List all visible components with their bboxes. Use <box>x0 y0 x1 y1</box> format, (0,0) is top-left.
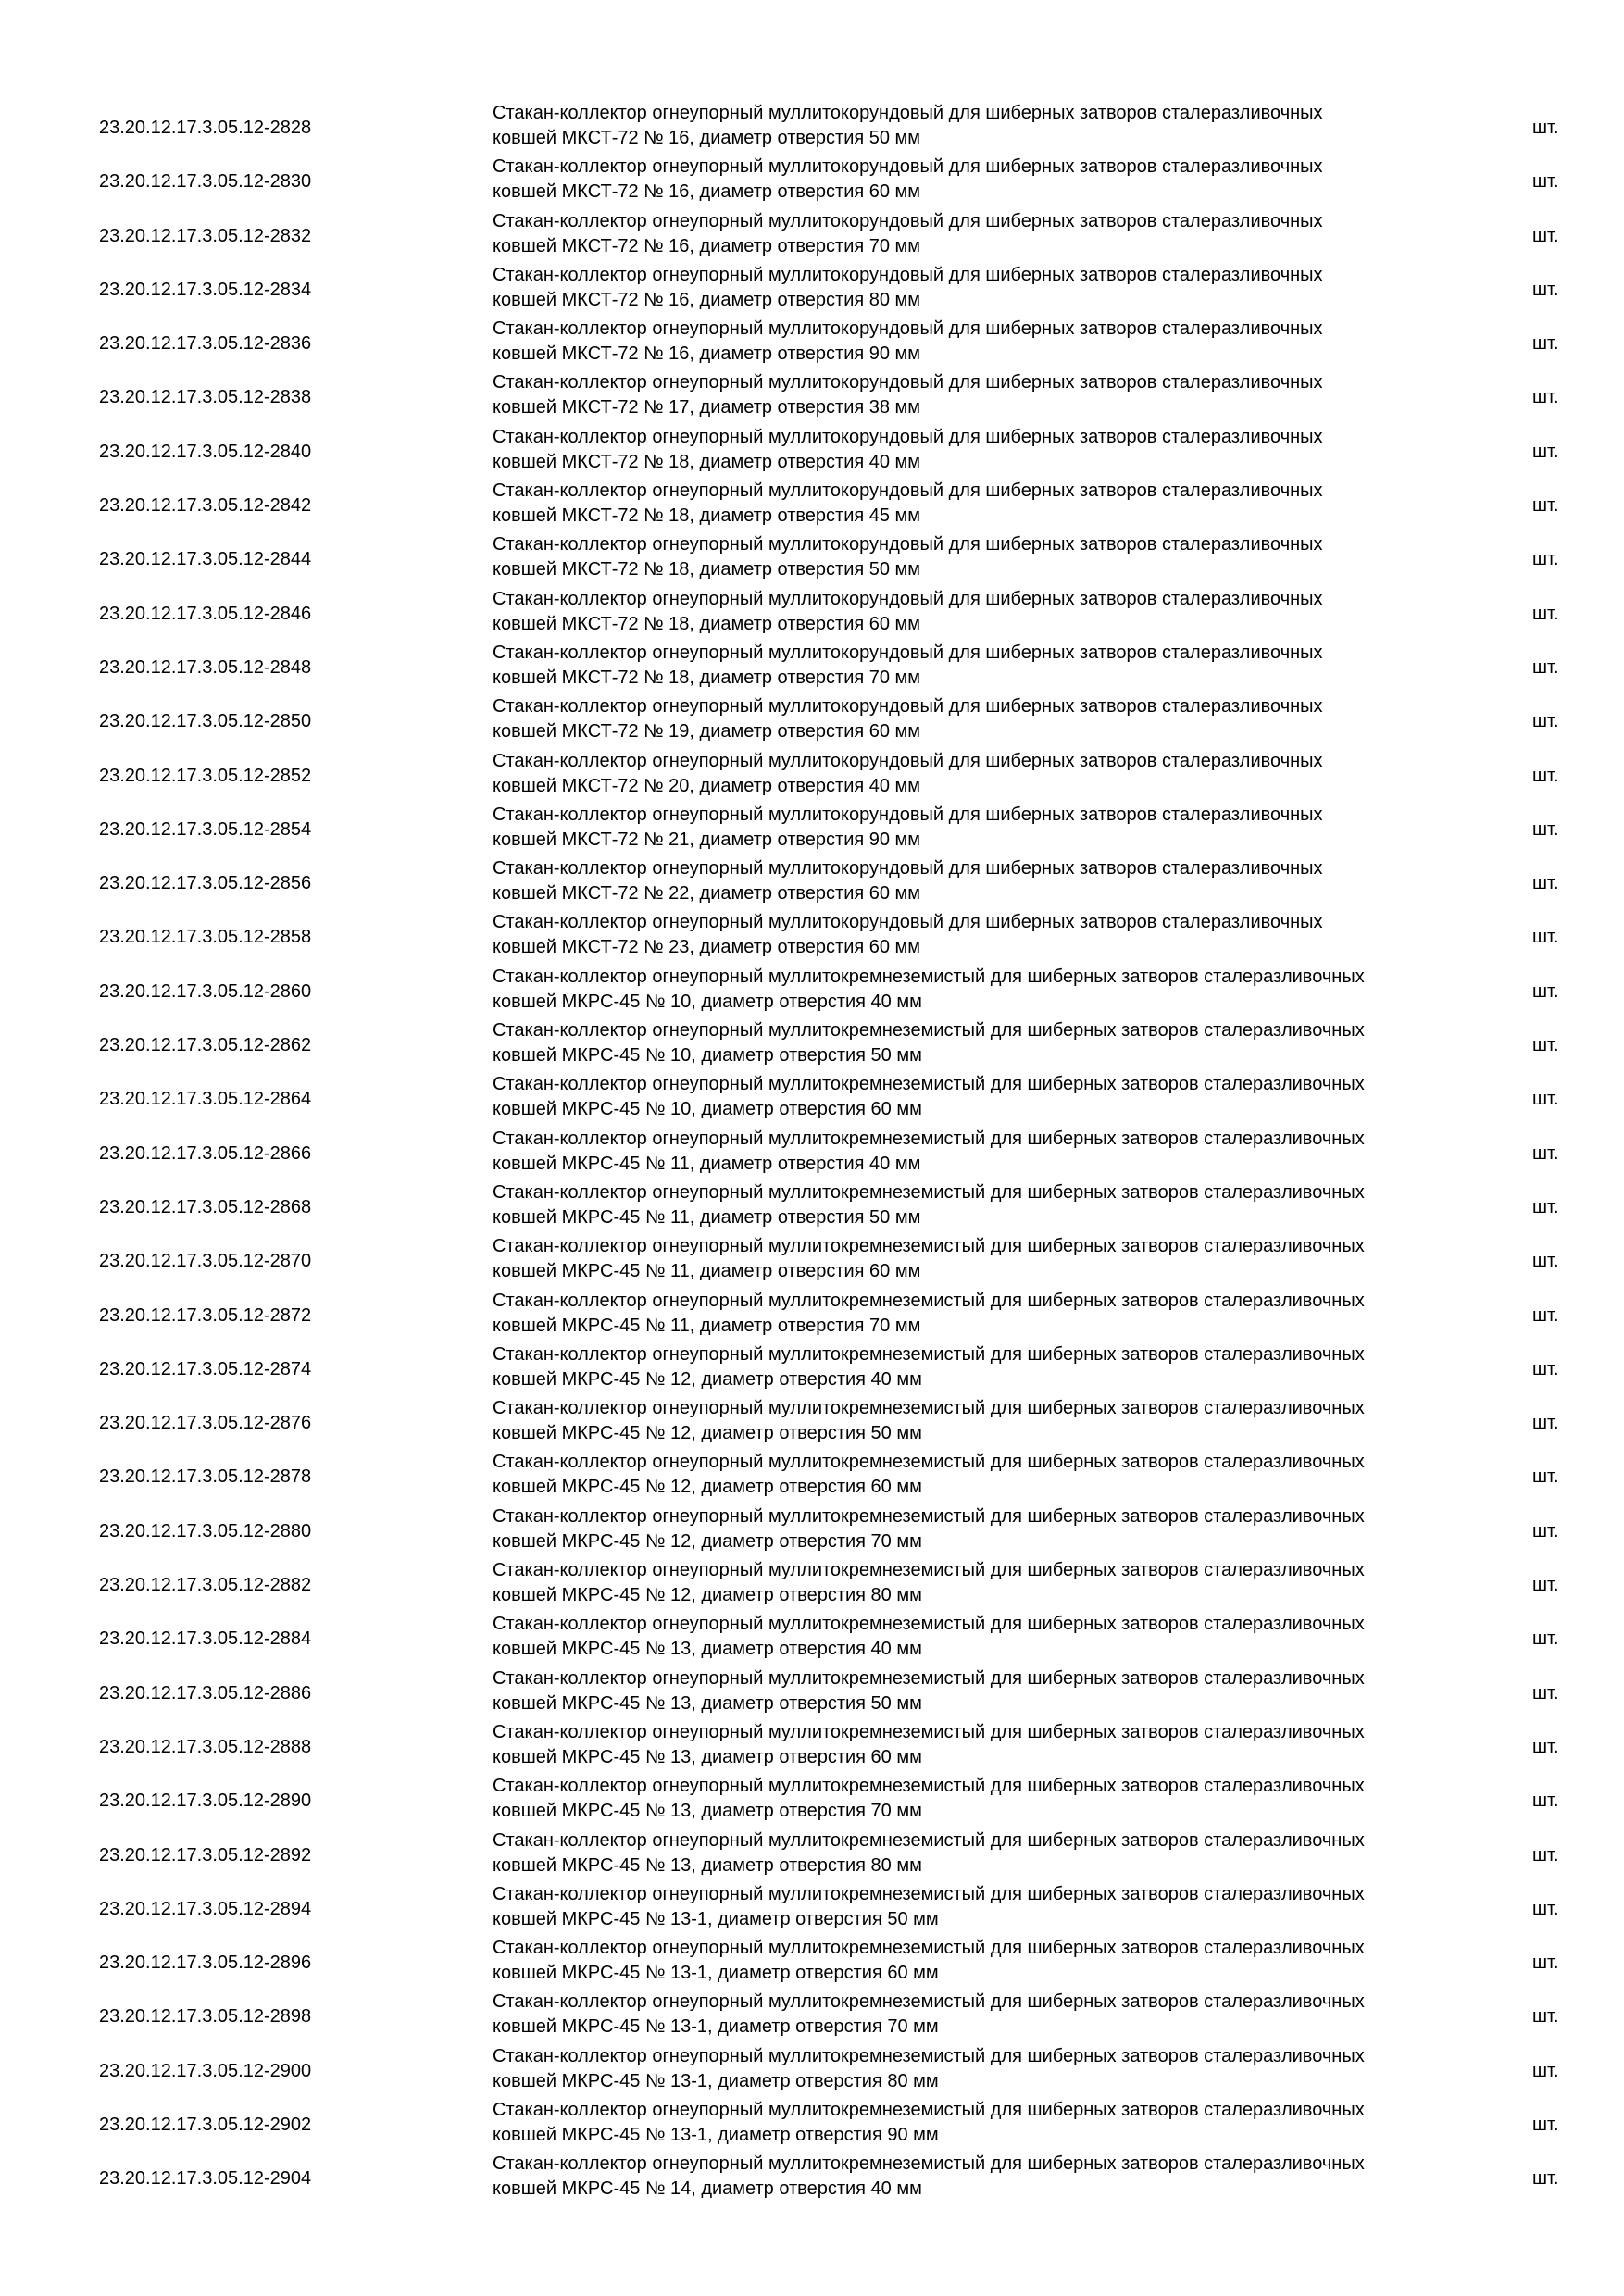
resource-description <box>493 209 1493 259</box>
table-row <box>0 208 1624 262</box>
resource-description <box>493 1234 1493 1284</box>
resource-description <box>493 1666 1493 1716</box>
description-line-2: ковшей МКСТ-72 № 18, диаметр отверстия 45 мм <box>493 505 921 527</box>
resource-description <box>493 749 1493 799</box>
resource-code: 23.20.12.17.3.05.12-2880 <box>99 1520 312 1541</box>
resource-description <box>493 2044 1493 2094</box>
description-line-2: ковшей МКСТ-72 № 16, диаметр отверстия 80 мм <box>493 289 921 310</box>
table-row <box>0 1395 1624 1449</box>
unit-of-measure: шт. <box>1532 1682 1559 1703</box>
unit-of-measure: шт. <box>1532 603 1559 624</box>
resource-description <box>493 694 1493 744</box>
unit-of-measure: шт. <box>1532 441 1559 462</box>
description-line-2: ковшей МКСТ-72 № 19, диаметр отверстия 60 мм <box>493 721 921 742</box>
description-line-2: ковшей МКСТ-72 № 23, диаметр отверстия 60 мм <box>493 937 921 958</box>
description-line-2: ковшей МКСТ-72 № 18, диаметр отверстия 40 мм <box>493 451 921 472</box>
description-line-1: Стакан-коллектор огнеупорный муллитокорундовый для шиберных затворов сталеразливочных <box>493 318 1323 340</box>
resource-description <box>493 1396 1493 1446</box>
resource-description <box>493 425 1493 475</box>
resource-code: 23.20.12.17.3.05.12-2862 <box>99 1035 312 1056</box>
description-line-2: ковшей МКРС-45 № 13-1, диаметр отверстия 60 мм <box>493 1963 939 1984</box>
table-row <box>0 424 1624 478</box>
description-line-2: ковшей МКСТ-72 № 16, диаметр отверстия 60 мм <box>493 181 921 203</box>
resource-description <box>493 317 1493 367</box>
description-line-2: ковшей МКРС-45 № 12, диаметр отверстия 50 мм <box>493 1423 922 1444</box>
table-row <box>0 1504 1624 1557</box>
resource-description <box>493 101 1493 151</box>
resource-code: 23.20.12.17.3.05.12-2886 <box>99 1682 312 1703</box>
table-row <box>0 640 1624 693</box>
description-line-1: Стакан-коллектор огнеупорный муллитокремнеземистый для шиберных затворов сталеразливочных <box>493 1829 1365 1851</box>
unit-of-measure: шт. <box>1532 1953 1559 1974</box>
description-line-2: ковшей МКСТ-72 № 22, диаметр отверстия 60 мм <box>493 883 921 905</box>
resource-code: 23.20.12.17.3.05.12-2898 <box>99 2006 312 2028</box>
description-line-2: ковшей МКРС-45 № 11, диаметр отверстия 50 мм <box>493 1206 921 1228</box>
resource-description <box>493 1882 1493 1932</box>
resource-code: 23.20.12.17.3.05.12-2868 <box>99 1196 312 1217</box>
resource-description <box>493 910 1493 960</box>
resource-description <box>493 803 1493 853</box>
table-row <box>0 478 1624 531</box>
table-row <box>0 2097 1624 2151</box>
unit-of-measure: шт. <box>1532 1413 1559 1434</box>
resource-code: 23.20.12.17.3.05.12-2876 <box>99 1413 312 1434</box>
unit-of-measure: шт. <box>1532 1358 1559 1379</box>
table-row <box>0 1449 1624 1503</box>
description-line-2: ковшей МКРС-45 № 13-1, диаметр отверстия 70 мм <box>493 2016 939 2038</box>
table-row <box>0 1666 1624 1719</box>
description-line-2: ковшей МКРС-45 № 12, диаметр отверстия 40 мм <box>493 1368 922 1390</box>
description-line-1: Стакан-коллектор огнеупорный муллитокремнеземистый для шиберных затворов сталеразливочных <box>493 1290 1365 1311</box>
resource-code: 23.20.12.17.3.05.12-2860 <box>99 980 312 1002</box>
resource-code: 23.20.12.17.3.05.12-2858 <box>99 927 312 948</box>
description-line-2: ковшей МКСТ-72 № 16, диаметр отверстия 50 мм <box>493 128 921 148</box>
unit-of-measure: шт. <box>1532 171 1559 193</box>
description-line-2: ковшей МКСТ-72 № 18, диаметр отверстия 50 мм <box>493 559 921 580</box>
unit-of-measure: шт. <box>1532 1251 1559 1272</box>
description-line-2: ковшей МКРС-45 № 13, диаметр отверстия 50 мм <box>493 1692 922 1714</box>
description-line-1: Стакан-коллектор огнеупорный муллитокремнеземистый для шиберных затворов сталеразливочных <box>493 1614 1365 1635</box>
description-line-1: Стакан-коллектор огнеупорный муллитокремнеземистый для шиберных затворов сталеразливочных <box>493 1452 1365 1473</box>
resource-description <box>493 1072 1493 1122</box>
table-row <box>0 586 1624 640</box>
resource-description <box>493 1018 1493 1068</box>
resource-code: 23.20.12.17.3.05.12-2830 <box>99 171 312 193</box>
resource-code: 23.20.12.17.3.05.12-2894 <box>99 1898 312 1919</box>
unit-of-measure: шт. <box>1532 711 1559 732</box>
description-line-1: Стакан-коллектор огнеупорный муллитокремнеземистый для шиберных затворов сталеразливочных <box>493 1398 1365 1419</box>
description-line-1: Стакан-коллектор огнеупорный муллитокремнеземистый для шиберных затворов сталеразливочных <box>493 2099 1365 2120</box>
unit-of-measure: шт. <box>1532 1089 1559 1110</box>
table-row <box>0 1989 1624 2042</box>
resource-code: 23.20.12.17.3.05.12-2892 <box>99 1844 312 1866</box>
resource-code: 23.20.12.17.3.05.12-2850 <box>99 711 312 732</box>
description-line-1: Стакан-коллектор огнеупорный муллитокорундовый для шиберных затворов сталеразливочных <box>493 103 1323 123</box>
resource-code: 23.20.12.17.3.05.12-2864 <box>99 1089 312 1110</box>
resource-description <box>493 1720 1493 1770</box>
resource-code: 23.20.12.17.3.05.12-2902 <box>99 2114 312 2135</box>
resource-description <box>493 965 1493 1015</box>
description-line-1: Стакан-коллектор огнеупорный муллитокремнеземистый для шиберных затворов сталеразливочных <box>493 1776 1365 1797</box>
description-line-2: ковшей МКРС-45 № 13-1, диаметр отверстия 90 мм <box>493 2124 939 2145</box>
table-row <box>0 2043 1624 2097</box>
resource-description <box>493 155 1493 205</box>
resource-code: 23.20.12.17.3.05.12-2884 <box>99 1628 312 1650</box>
resource-code: 23.20.12.17.3.05.12-2836 <box>99 333 312 355</box>
table-row <box>0 1881 1624 1935</box>
description-line-2: ковшей МКРС-45 № 14, диаметр отверстия 40 мм <box>493 2178 922 2200</box>
resource-code: 23.20.12.17.3.05.12-2828 <box>99 118 312 138</box>
description-line-2: ковшей МКРС-45 № 10, диаметр отверстия 60 мм <box>493 1099 922 1120</box>
description-line-2: ковшей МКРС-45 № 13, диаметр отверстия 60 мм <box>493 1746 922 1767</box>
unit-of-measure: шт. <box>1532 1304 1559 1326</box>
table-row <box>0 693 1624 747</box>
resource-code: 23.20.12.17.3.05.12-2840 <box>99 441 312 462</box>
table-row <box>0 1017 1624 1071</box>
resource-description <box>493 1990 1493 2040</box>
description-line-2: ковшей МКСТ-72 № 17, диаметр отверстия 38 мм <box>493 397 921 418</box>
unit-of-measure: шт. <box>1532 495 1559 517</box>
unit-of-measure: шт. <box>1532 2060 1559 2081</box>
resource-code: 23.20.12.17.3.05.12-2878 <box>99 1466 312 1488</box>
unit-of-measure: шт. <box>1532 980 1559 1002</box>
table-row <box>0 964 1624 1017</box>
description-line-1: Стакан-коллектор огнеупорный муллитокорундовый для шиберных затворов сталеразливочных <box>493 804 1323 825</box>
table-row <box>0 1773 1624 1827</box>
table-row <box>0 1341 1624 1395</box>
table-row <box>0 1126 1624 1179</box>
description-line-1: Стакан-коллектор огнеупорный муллитокремнеземистый для шиберных затворов сталеразливочных <box>493 966 1365 987</box>
description-line-1: Стакан-коллектор огнеупорный муллитокремнеземистый для шиберных затворов сталеразливочных <box>493 1236 1365 1257</box>
unit-of-measure: шт. <box>1532 927 1559 948</box>
table-row <box>0 100 1624 154</box>
resource-code: 23.20.12.17.3.05.12-2846 <box>99 603 312 624</box>
table-row <box>0 748 1624 802</box>
description-line-1: Стакан-коллектор огнеупорный муллитокорундовый для шиберных затворов сталеразливочных <box>493 858 1323 880</box>
description-line-1: Стакан-коллектор огнеупорный муллитокремнеземистый для шиберных затворов сталеразливочных <box>493 1991 1365 2013</box>
description-line-1: Стакан-коллектор огнеупорный муллитокремнеземистый для шиберных затворов сталеразливочных <box>493 1505 1365 1527</box>
resource-description <box>493 1936 1493 1986</box>
description-line-1: Стакан-коллектор огнеупорный муллитокорундовый для шиберных затворов сталеразливочных <box>493 912 1323 933</box>
table-row <box>0 802 1624 855</box>
unit-of-measure: шт. <box>1532 1898 1559 1919</box>
description-line-1: Стакан-коллектор огнеупорный муллитокорундовый для шиберных затворов сталеразливочных <box>493 696 1323 718</box>
description-line-1: Стакан-коллектор огнеупорный муллитокремнеземистый для шиберных затворов сталеразливочных <box>493 1128 1365 1149</box>
description-line-2: ковшей МКРС-45 № 11, диаметр отверстия 60 мм <box>493 1261 921 1282</box>
description-line-1: Стакан-коллектор огнеупорный муллитокорундовый для шиберных затворов сталеразливочных <box>493 588 1323 609</box>
resource-code: 23.20.12.17.3.05.12-2866 <box>99 1142 312 1164</box>
table-row <box>0 1179 1624 1233</box>
description-line-1: Стакан-коллектор огнеупорный муллитокремнеземистый для шиберных затворов сталеразливочных <box>493 1667 1365 1689</box>
resource-code: 23.20.12.17.3.05.12-2890 <box>99 1791 312 1812</box>
description-line-2: ковшей МКРС-45 № 10, диаметр отверстия 40 мм <box>493 991 922 1012</box>
description-line-1: Стакан-коллектор огнеупорный муллитокремнеземистый для шиберных затворов сталеразливочных <box>493 1938 1365 1959</box>
description-line-2: ковшей МКСТ-72 № 18, диаметр отверстия 70 мм <box>493 667 921 688</box>
description-line-2: ковшей МКРС-45 № 12, диаметр отверстия 80 мм <box>493 1585 922 1606</box>
description-line-1: Стакан-коллектор огнеупорный муллитокремнеземистый для шиберных затворов сталеразливочных <box>493 1074 1365 1095</box>
description-line-2: ковшей МКРС-45 № 11, диаметр отверстия 40 мм <box>493 1153 921 1174</box>
resource-code: 23.20.12.17.3.05.12-2896 <box>99 1953 312 1974</box>
table-row <box>0 1557 1624 1611</box>
table-row <box>0 1719 1624 1773</box>
resource-code: 23.20.12.17.3.05.12-2842 <box>99 495 312 517</box>
table-row <box>0 369 1624 423</box>
resource-description <box>493 1504 1493 1554</box>
unit-of-measure: шт. <box>1532 2006 1559 2028</box>
unit-of-measure: шт. <box>1532 1035 1559 1056</box>
description-line-1: Стакан-коллектор огнеупорный муллитокремнеземистый для шиберных затворов сталеразливочных <box>493 1181 1365 1203</box>
unit-of-measure: шт. <box>1532 1791 1559 1812</box>
description-line-1: Стакан-коллектор огнеупорный муллитокремнеземистый для шиберных затворов сталеразливочных <box>493 1883 1365 1904</box>
resource-code: 23.20.12.17.3.05.12-2872 <box>99 1304 312 1326</box>
resource-description <box>493 641 1493 691</box>
description-line-1: Стакан-коллектор огнеупорный муллитокремнеземистый для шиберных затворов сталеразливочных <box>493 1020 1365 1042</box>
description-line-2: ковшей МКРС-45 № 10, диаметр отверстия 50 мм <box>493 1045 922 1067</box>
unit-of-measure: шт. <box>1532 1844 1559 1866</box>
description-line-1: Стакан-коллектор огнеупорный муллитокорундовый для шиберных затворов сталеразливочных <box>493 372 1323 393</box>
resource-description <box>493 2152 1493 2202</box>
table-row <box>0 154 1624 207</box>
table-row <box>0 1288 1624 1341</box>
description-line-2: ковшей МКСТ-72 № 16, диаметр отверстия 90 мм <box>493 343 921 365</box>
table-row <box>0 531 1624 585</box>
resource-description <box>493 1342 1493 1392</box>
resource-description <box>493 856 1493 906</box>
unit-of-measure: шт. <box>1532 279 1559 300</box>
table-row <box>0 1828 1624 1881</box>
table-row <box>0 262 1624 316</box>
unit-of-measure: шт. <box>1532 225 1559 246</box>
description-line-1: Стакан-коллектор огнеупорный муллитокремнеземистый для шиберных затворов сталеразливочных <box>493 2153 1365 2175</box>
unit-of-measure: шт. <box>1532 1520 1559 1541</box>
description-line-1: Стакан-коллектор огнеупорный муллитокорундовый для шиберных затворов сталеразливочных <box>493 210 1323 231</box>
resource-description <box>493 479 1493 529</box>
resource-description <box>493 1450 1493 1500</box>
description-line-1: Стакан-коллектор огнеупорный муллитокорундовый для шиберных затворов сталеразливочных <box>493 642 1323 663</box>
description-line-1: Стакан-коллектор огнеупорный муллитокорундовый для шиберных затворов сталеразливочных <box>493 534 1323 555</box>
resource-code: 23.20.12.17.3.05.12-2848 <box>99 656 312 678</box>
description-line-1: Стакан-коллектор огнеупорный муллитокорундовый для шиберных затворов сталеразливочных <box>493 156 1323 178</box>
resource-code: 23.20.12.17.3.05.12-2852 <box>99 765 312 786</box>
unit-of-measure: шт. <box>1532 1196 1559 1217</box>
description-line-2: ковшей МКРС-45 № 11, диаметр отверстия 70 мм <box>493 1315 921 1336</box>
description-line-1: Стакан-коллектор огнеупорный муллитокорундовый для шиберных затворов сталеразливочных <box>493 480 1323 502</box>
unit-of-measure: шт. <box>1532 1628 1559 1650</box>
resource-code: 23.20.12.17.3.05.12-2856 <box>99 873 312 894</box>
description-line-2: ковшей МКСТ-72 № 21, диаметр отверстия 90 мм <box>493 829 921 850</box>
resource-description <box>493 1558 1493 1608</box>
table-row <box>0 1935 1624 1989</box>
unit-of-measure: шт. <box>1532 1142 1559 1164</box>
unit-of-measure: шт. <box>1532 118 1559 138</box>
table-row <box>0 1611 1624 1665</box>
resource-description <box>493 1289 1493 1339</box>
description-line-2: ковшей МКРС-45 № 13, диаметр отверстия 70 мм <box>493 1801 922 1822</box>
unit-of-measure: шт. <box>1532 818 1559 840</box>
description-line-2: ковшей МКСТ-72 № 18, диаметр отверстия 60 мм <box>493 613 921 634</box>
resource-code: 23.20.12.17.3.05.12-2838 <box>99 387 312 408</box>
unit-of-measure: шт. <box>1532 1466 1559 1488</box>
description-line-2: ковшей МКРС-45 № 12, диаметр отверстия 70 мм <box>493 1530 922 1552</box>
unit-of-measure: шт. <box>1532 1736 1559 1757</box>
unit-of-measure: шт. <box>1532 1575 1559 1596</box>
unit-of-measure: шт. <box>1532 2168 1559 2190</box>
resource-description <box>493 370 1493 420</box>
unit-of-measure: шт. <box>1532 656 1559 678</box>
table-row <box>0 909 1624 963</box>
resource-description <box>493 587 1493 637</box>
description-line-1: Стакан-коллектор огнеупорный муллитокорундовый для шиберных затворов сталеразливочных <box>493 264 1323 285</box>
resource-code: 23.20.12.17.3.05.12-2834 <box>99 279 312 300</box>
description-line-2: ковшей МКРС-45 № 12, диаметр отверстия 60 мм <box>493 1477 922 1498</box>
unit-of-measure: шт. <box>1532 333 1559 355</box>
resource-description <box>493 532 1493 582</box>
resource-code: 23.20.12.17.3.05.12-2844 <box>99 549 312 570</box>
description-line-2: ковшей МКРС-45 № 13, диаметр отверстия 80 мм <box>493 1854 922 1876</box>
resource-description <box>493 263 1493 313</box>
unit-of-measure: шт. <box>1532 765 1559 786</box>
unit-of-measure: шт. <box>1532 2114 1559 2135</box>
description-line-2: ковшей МКСТ-72 № 16, диаметр отверстия 70 мм <box>493 235 921 256</box>
resource-table <box>0 100 1624 2205</box>
resource-code: 23.20.12.17.3.05.12-2888 <box>99 1736 312 1757</box>
table-row <box>0 1233 1624 1287</box>
table-row <box>0 1071 1624 1125</box>
resource-code: 23.20.12.17.3.05.12-2900 <box>99 2060 312 2081</box>
table-row <box>0 316 1624 369</box>
table-row <box>0 2151 1624 2204</box>
resource-description <box>493 1127 1493 1177</box>
description-line-2: ковшей МКСТ-72 № 20, диаметр отверстия 40 мм <box>493 775 921 796</box>
resource-code: 23.20.12.17.3.05.12-2832 <box>99 225 312 246</box>
description-line-1: Стакан-коллектор огнеупорный муллитокорундовый для шиберных затворов сталеразливочных <box>493 426 1323 447</box>
resource-code: 23.20.12.17.3.05.12-2854 <box>99 818 312 840</box>
description-line-2: ковшей МКРС-45 № 13-1, диаметр отверстия 80 мм <box>493 2070 939 2091</box>
resource-description <box>493 1180 1493 1230</box>
resource-code: 23.20.12.17.3.05.12-2874 <box>99 1358 312 1379</box>
description-line-1: Стакан-коллектор огнеупорный муллитокремнеземистый для шиберных затворов сталеразливочных <box>493 1721 1365 1742</box>
resource-description <box>493 1612 1493 1662</box>
resource-code: 23.20.12.17.3.05.12-2904 <box>99 2168 312 2190</box>
description-line-1: Стакан-коллектор огнеупорный муллитокремнеземистый для шиберных затворов сталеразливочных <box>493 2045 1365 2066</box>
table-row <box>0 855 1624 909</box>
description-line-2: ковшей МКРС-45 № 13-1, диаметр отверстия 50 мм <box>493 1908 939 1929</box>
resource-description <box>493 1774 1493 1824</box>
description-line-1: Стакан-коллектор огнеупорный муллитокремнеземистый для шиберных затворов сталеразливочных <box>493 1343 1365 1365</box>
unit-of-measure: шт. <box>1532 549 1559 570</box>
resource-code: 23.20.12.17.3.05.12-2870 <box>99 1251 312 1272</box>
resource-description <box>493 1828 1493 1878</box>
description-line-1: Стакан-коллектор огнеупорный муллитокорундовый для шиберных затворов сталеразливочных <box>493 750 1323 771</box>
description-line-2: ковшей МКРС-45 № 13, диаметр отверстия 40 мм <box>493 1639 922 1660</box>
description-line-1: Стакан-коллектор огнеупорный муллитокремнеземистый для шиберных затворов сталеразливочных <box>493 1560 1365 1581</box>
unit-of-measure: шт. <box>1532 873 1559 894</box>
unit-of-measure: шт. <box>1532 387 1559 408</box>
resource-code: 23.20.12.17.3.05.12-2882 <box>99 1575 312 1596</box>
resource-description <box>493 2098 1493 2148</box>
